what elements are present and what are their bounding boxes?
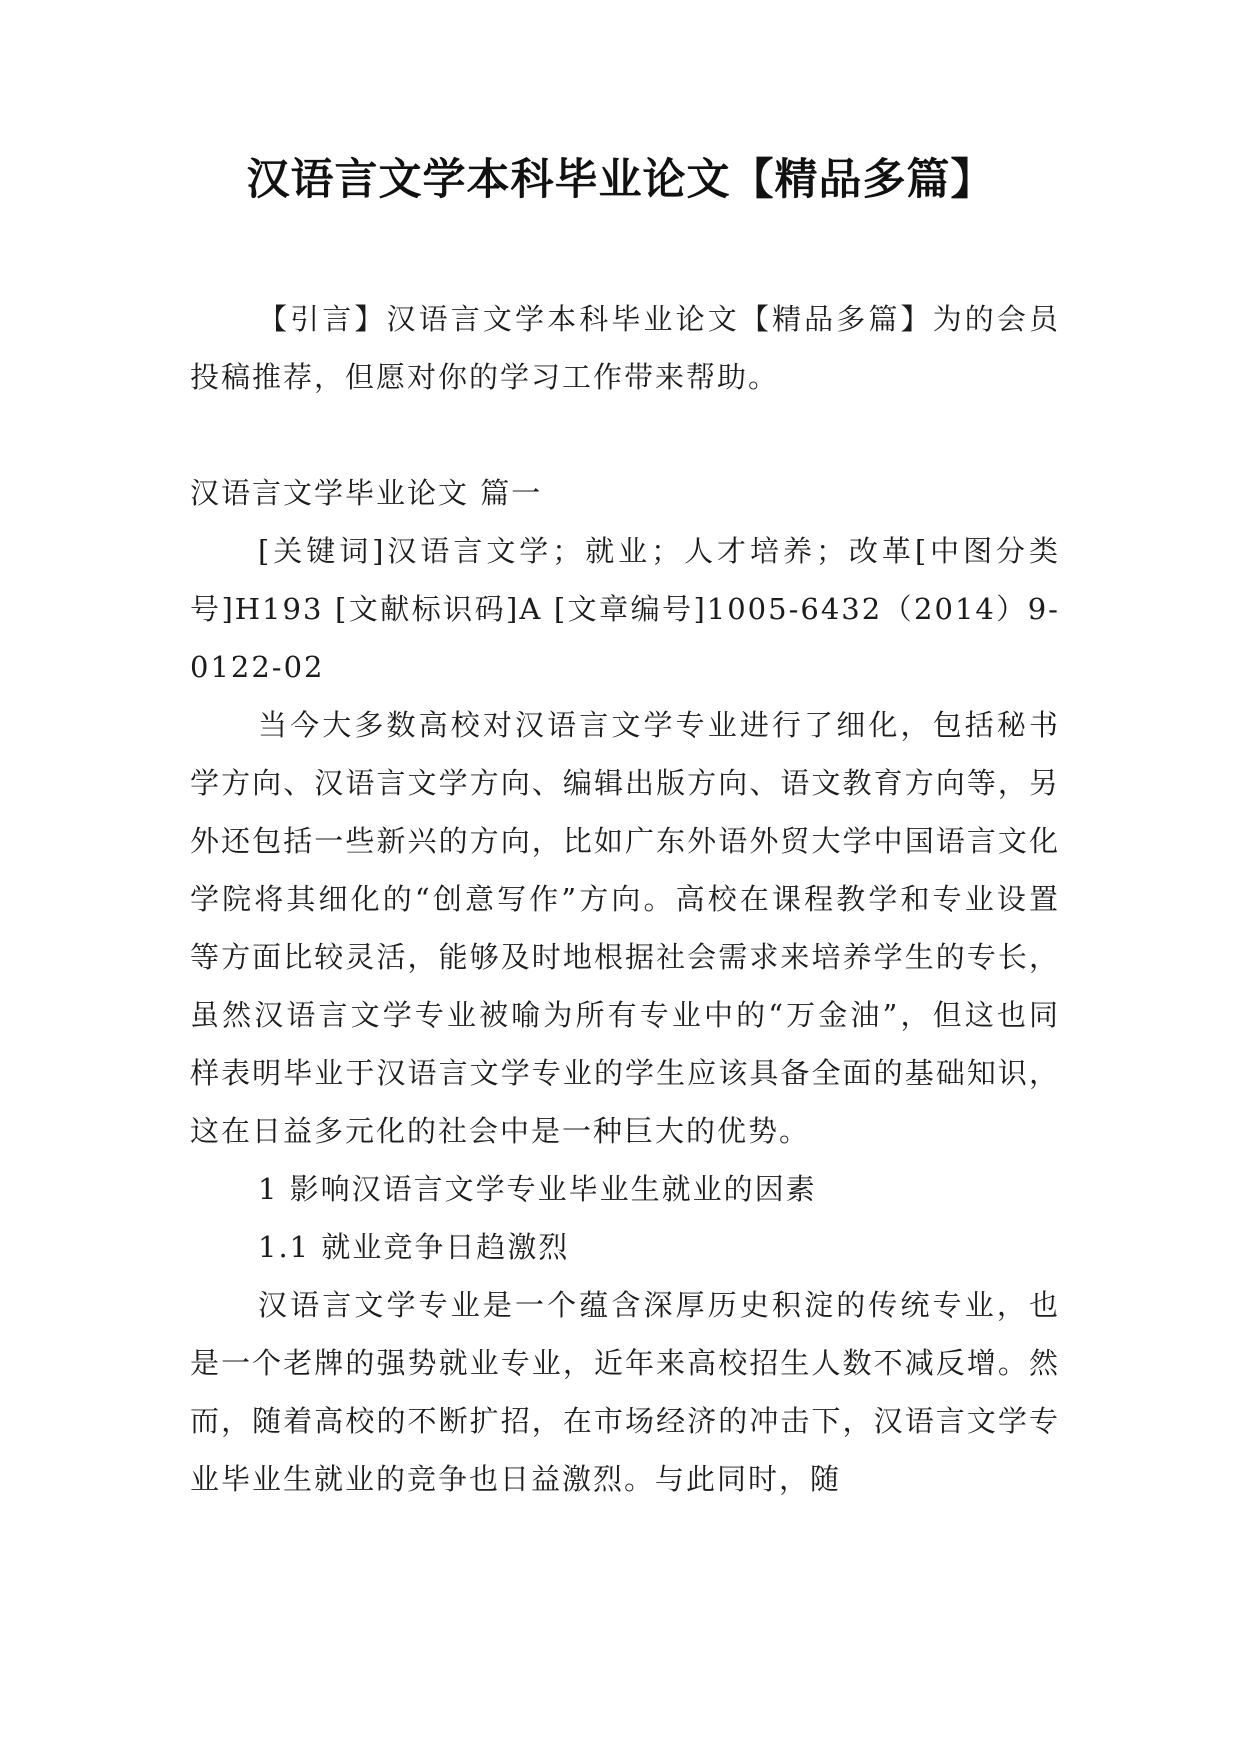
intro-paragraph: 【引言】汉语言文学本科毕业论文【精品多篇】为的会员投稿推荐，但愿对你的学习工作带来帮助。	[190, 302, 1060, 394]
body-paragraph-1: 当今大多数高校对汉语言文学专业进行了细化，包括秘书学方向、汉语言文学方向、编辑出版方向、语文教育方向等，另外还包括一些新兴的方向，比如广东外语外贸大学中国语言文化学院将其细化的“创意写作”方向。高校在课程教学和专业设置等方面比较灵活，能够及时地根据社会需求来培养学生的专长，虽然汉语言文学专业被喻为所有专业中的“万金油”，但这也同样表明毕业于汉语言文学专业的学生应该具备全面的基础知识，这在日益多元化的社会中是一种巨大的优势。	[190, 708, 1060, 1148]
keywords-paragraph: [关键词]汉语言文学；就业；人才培养；改革[中图分类号]H193 [文献标识码]A [文章编号]1005-6432（2014）9-0122-02	[190, 534, 1060, 684]
heading-1: 1 影响汉语言文学专业毕业生就业的因素	[258, 1172, 817, 1206]
paragraph-gap	[190, 406, 1060, 464]
section-heading: 汉语言文学毕业论文 篇一	[190, 476, 543, 510]
heading-1-1: 1.1 就业竞争日趋激烈	[258, 1230, 570, 1264]
document-body	[190, 290, 1060, 1508]
body-paragraph-2: 汉语言文学专业是一个蕴含深厚历史积淀的传统专业，也是一个老牌的强势就业专业，近年来高校招生人数不减反增。然而，随着高校的不断扩招，在市场经济的冲击下，汉语言文学专业毕业生就业的竞争也日益激烈。与此同时，随	[190, 1288, 1060, 1496]
document-title: 汉语言文学本科毕业论文【精品多篇】	[246, 155, 995, 205]
